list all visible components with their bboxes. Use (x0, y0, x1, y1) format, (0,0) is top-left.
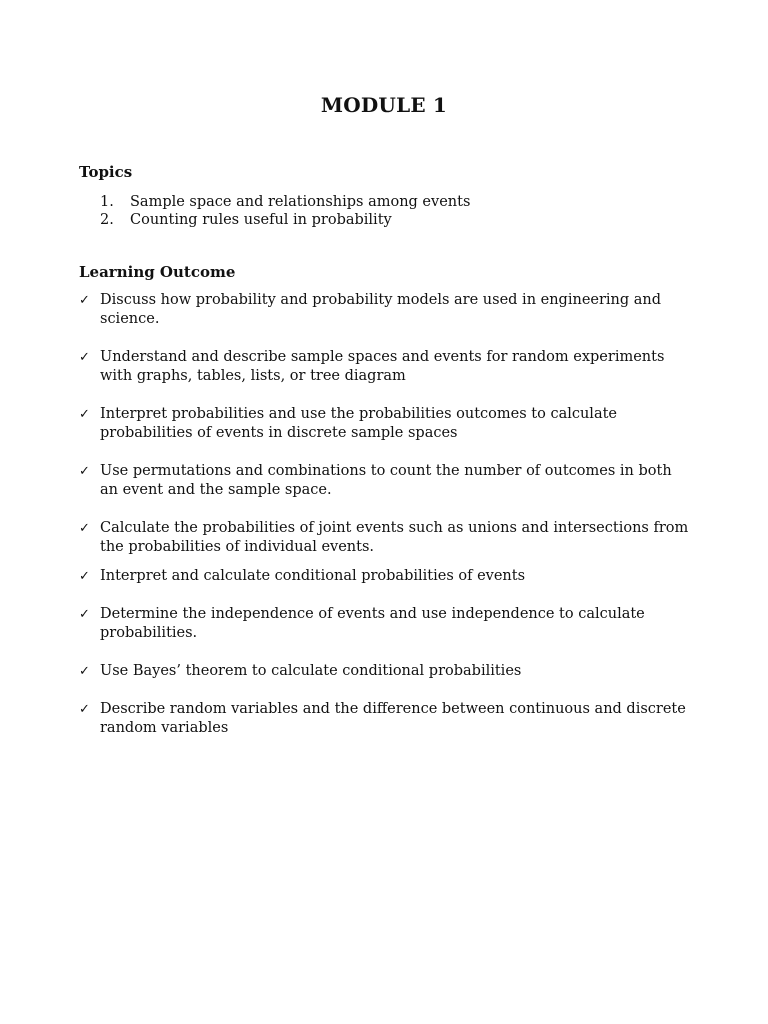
outcome-text: Interpret probabilities and use the probabilities outcomes to calculate probabilities of events in discrete sample spaces (100, 406, 618, 441)
outcome-text: Understand and describe sample spaces and events for random experiments with graphs, tables, lists, or tree diagram (100, 349, 665, 384)
topics-list (100, 193, 470, 229)
outcome-item (79, 519, 689, 557)
outcome-item (79, 291, 689, 329)
outcome-item (79, 462, 689, 500)
topic-text: Sample space and relationships among events (130, 194, 471, 210)
outcome-item (79, 567, 689, 586)
learning-outcome-heading: Learning Outcome (79, 263, 236, 281)
outcome-text: Interpret and calculate conditional probabilities of events (100, 568, 526, 584)
outcome-item (79, 605, 689, 643)
topic-item (100, 211, 470, 229)
outcome-text: Discuss how probability and probability models are used in engineering and science. (100, 292, 662, 327)
checkmark-icon: ✓ (79, 521, 90, 536)
outcome-item (79, 348, 689, 386)
checkmark-icon: ✓ (79, 664, 90, 679)
outcome-item (79, 405, 689, 443)
checkmark-icon: ✓ (79, 350, 90, 365)
outcome-text: Calculate the probabilities of joint events such as unions and intersections from the probabilities of individual events. (100, 520, 689, 555)
topic-text: Counting rules useful in probability (130, 212, 392, 228)
checkmark-icon: ✓ (79, 464, 90, 479)
outcome-item (79, 662, 689, 681)
checkmark-icon: ✓ (79, 607, 90, 622)
outcome-text: Use Bayes’ theorem to calculate conditional probabilities (100, 663, 522, 679)
learning-outcome-list (79, 291, 689, 738)
checkmark-icon: ✓ (79, 407, 90, 422)
topics-heading: Topics (79, 163, 133, 181)
checkmark-icon: ✓ (79, 702, 90, 717)
outcome-item (79, 700, 689, 738)
outcome-text: Use permutations and combinations to count the number of outcomes in both an event and the sample space. (100, 463, 672, 498)
outcome-text: Describe random variables and the difference between continuous and discrete random variables (100, 701, 686, 736)
checkmark-icon: ✓ (79, 293, 90, 308)
topic-number: 1. (100, 194, 114, 210)
outcome-text: Determine the independence of events and use independence to calculate probabilities. (100, 606, 645, 641)
topic-item (100, 193, 470, 211)
checkmark-icon: ✓ (79, 569, 90, 584)
page-title: MODULE 1 (320, 93, 448, 117)
topic-number: 2. (100, 212, 114, 228)
